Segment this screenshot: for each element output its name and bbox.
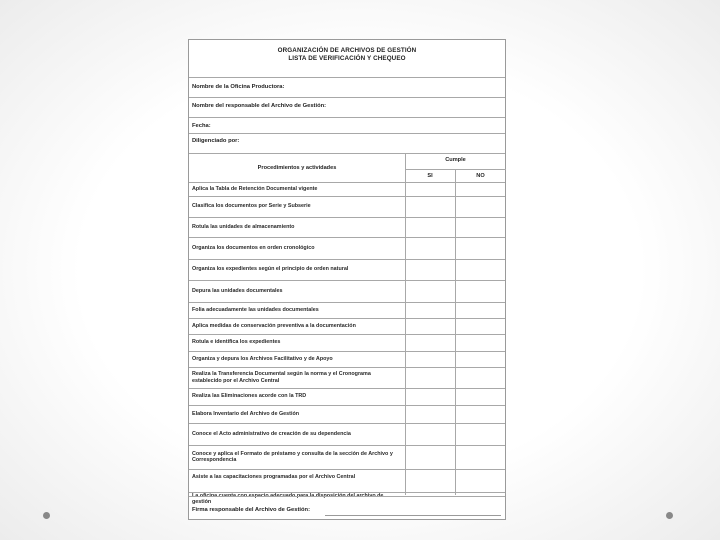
document-title-line1: ORGANIZACIÓN DE ARCHIVOS DE GESTIÓN — [277, 47, 417, 54]
column-header-cumple: Cumple — [445, 157, 466, 163]
checklist-row-label: Aplica la Tabla de Retención Documental vigente — [192, 185, 318, 192]
checklist-row-label: La oficina cuenta con espacio adecuado para la disposición del archivo de gestión — [192, 493, 384, 506]
checklist-row-label: Realiza la Transferencia Documental según la norma y el Cronograma establecido por el Archivo Central — [192, 371, 371, 384]
slide-bullet-right — [666, 512, 673, 519]
field-oficina: Nombre de la Oficina Productora: — [192, 84, 285, 90]
field-responsable: Nombre del responsable del Archivo de Gestión: — [192, 103, 327, 109]
signature-line — [325, 515, 501, 516]
row-divider — [189, 334, 505, 335]
divider — [189, 117, 505, 118]
field-firma: Firma responsable del Archivo de Gestión: — [192, 507, 311, 513]
divider — [189, 153, 505, 154]
field-fecha: Fecha: — [192, 123, 211, 129]
checklist-row-label: Organiza y depura los Archivos Facilitativo y de Apoyo — [192, 355, 333, 362]
checklist-row-label: Aplica medidas de conservación preventiva a la documentación — [192, 322, 356, 329]
row-divider — [189, 423, 505, 424]
divider — [189, 77, 505, 78]
checklist-row-label: Rotula e identifica los expedientes — [192, 339, 281, 346]
divider — [189, 182, 505, 183]
divider — [189, 133, 505, 134]
checklist-document — [188, 39, 506, 520]
checklist-row-label: Realiza las Eliminaciones acorde con la TRD — [192, 393, 307, 400]
row-divider — [189, 496, 505, 497]
slide-bullet-left — [43, 512, 50, 519]
row-divider — [189, 469, 505, 470]
row-divider — [189, 445, 505, 446]
row-divider — [189, 217, 505, 218]
column-header-procedimientos: Procedimientos y actividades — [257, 165, 337, 171]
column-header-no: NO — [476, 173, 485, 179]
row-divider — [189, 388, 505, 389]
column-header-si: SI — [427, 173, 433, 179]
checklist-row-label: Clasifica los documentos por Serie y Subserie — [192, 203, 311, 210]
row-divider — [189, 237, 505, 238]
checklist-row-label: Conoce el Acto administrativo de creación de su dependencia — [192, 430, 351, 437]
row-divider — [189, 351, 505, 352]
checklist-row-label: Folia adecuadamente las unidades documentales — [192, 306, 319, 313]
document-title-line2: LISTA DE VERIFICACIÓN Y CHEQUEO — [288, 55, 406, 62]
row-divider — [189, 196, 505, 197]
column-divider — [455, 169, 456, 495]
checklist-row-label: Conoce y aplica el Formato de préstamo y consulta de la sección de Archivo y Correspondencia — [192, 450, 393, 463]
checklist-row-label: Rotula las unidades de almacenamiento — [192, 223, 295, 230]
checklist-row-label: Asiste a las capacitaciones programadas por el Archivo Central — [192, 474, 356, 481]
checklist-row-label: Depura las unidades documentales — [192, 287, 283, 294]
row-divider — [189, 280, 505, 281]
row-divider — [189, 318, 505, 319]
checklist-row-label: Organiza los expedientes según el principio de orden natural — [192, 266, 349, 273]
row-divider — [189, 302, 505, 303]
checklist-row-label: Elabora Inventario del Archivo de Gestión — [192, 410, 300, 417]
document-title — [189, 47, 505, 63]
column-divider — [405, 153, 406, 495]
row-divider — [189, 405, 505, 406]
divider — [189, 97, 505, 98]
checklist-row-label: Organiza los documentos en orden cronológico — [192, 244, 315, 251]
field-diligenciado: Diligenciado por: — [192, 138, 240, 144]
row-divider — [189, 259, 505, 260]
row-divider — [189, 367, 505, 368]
